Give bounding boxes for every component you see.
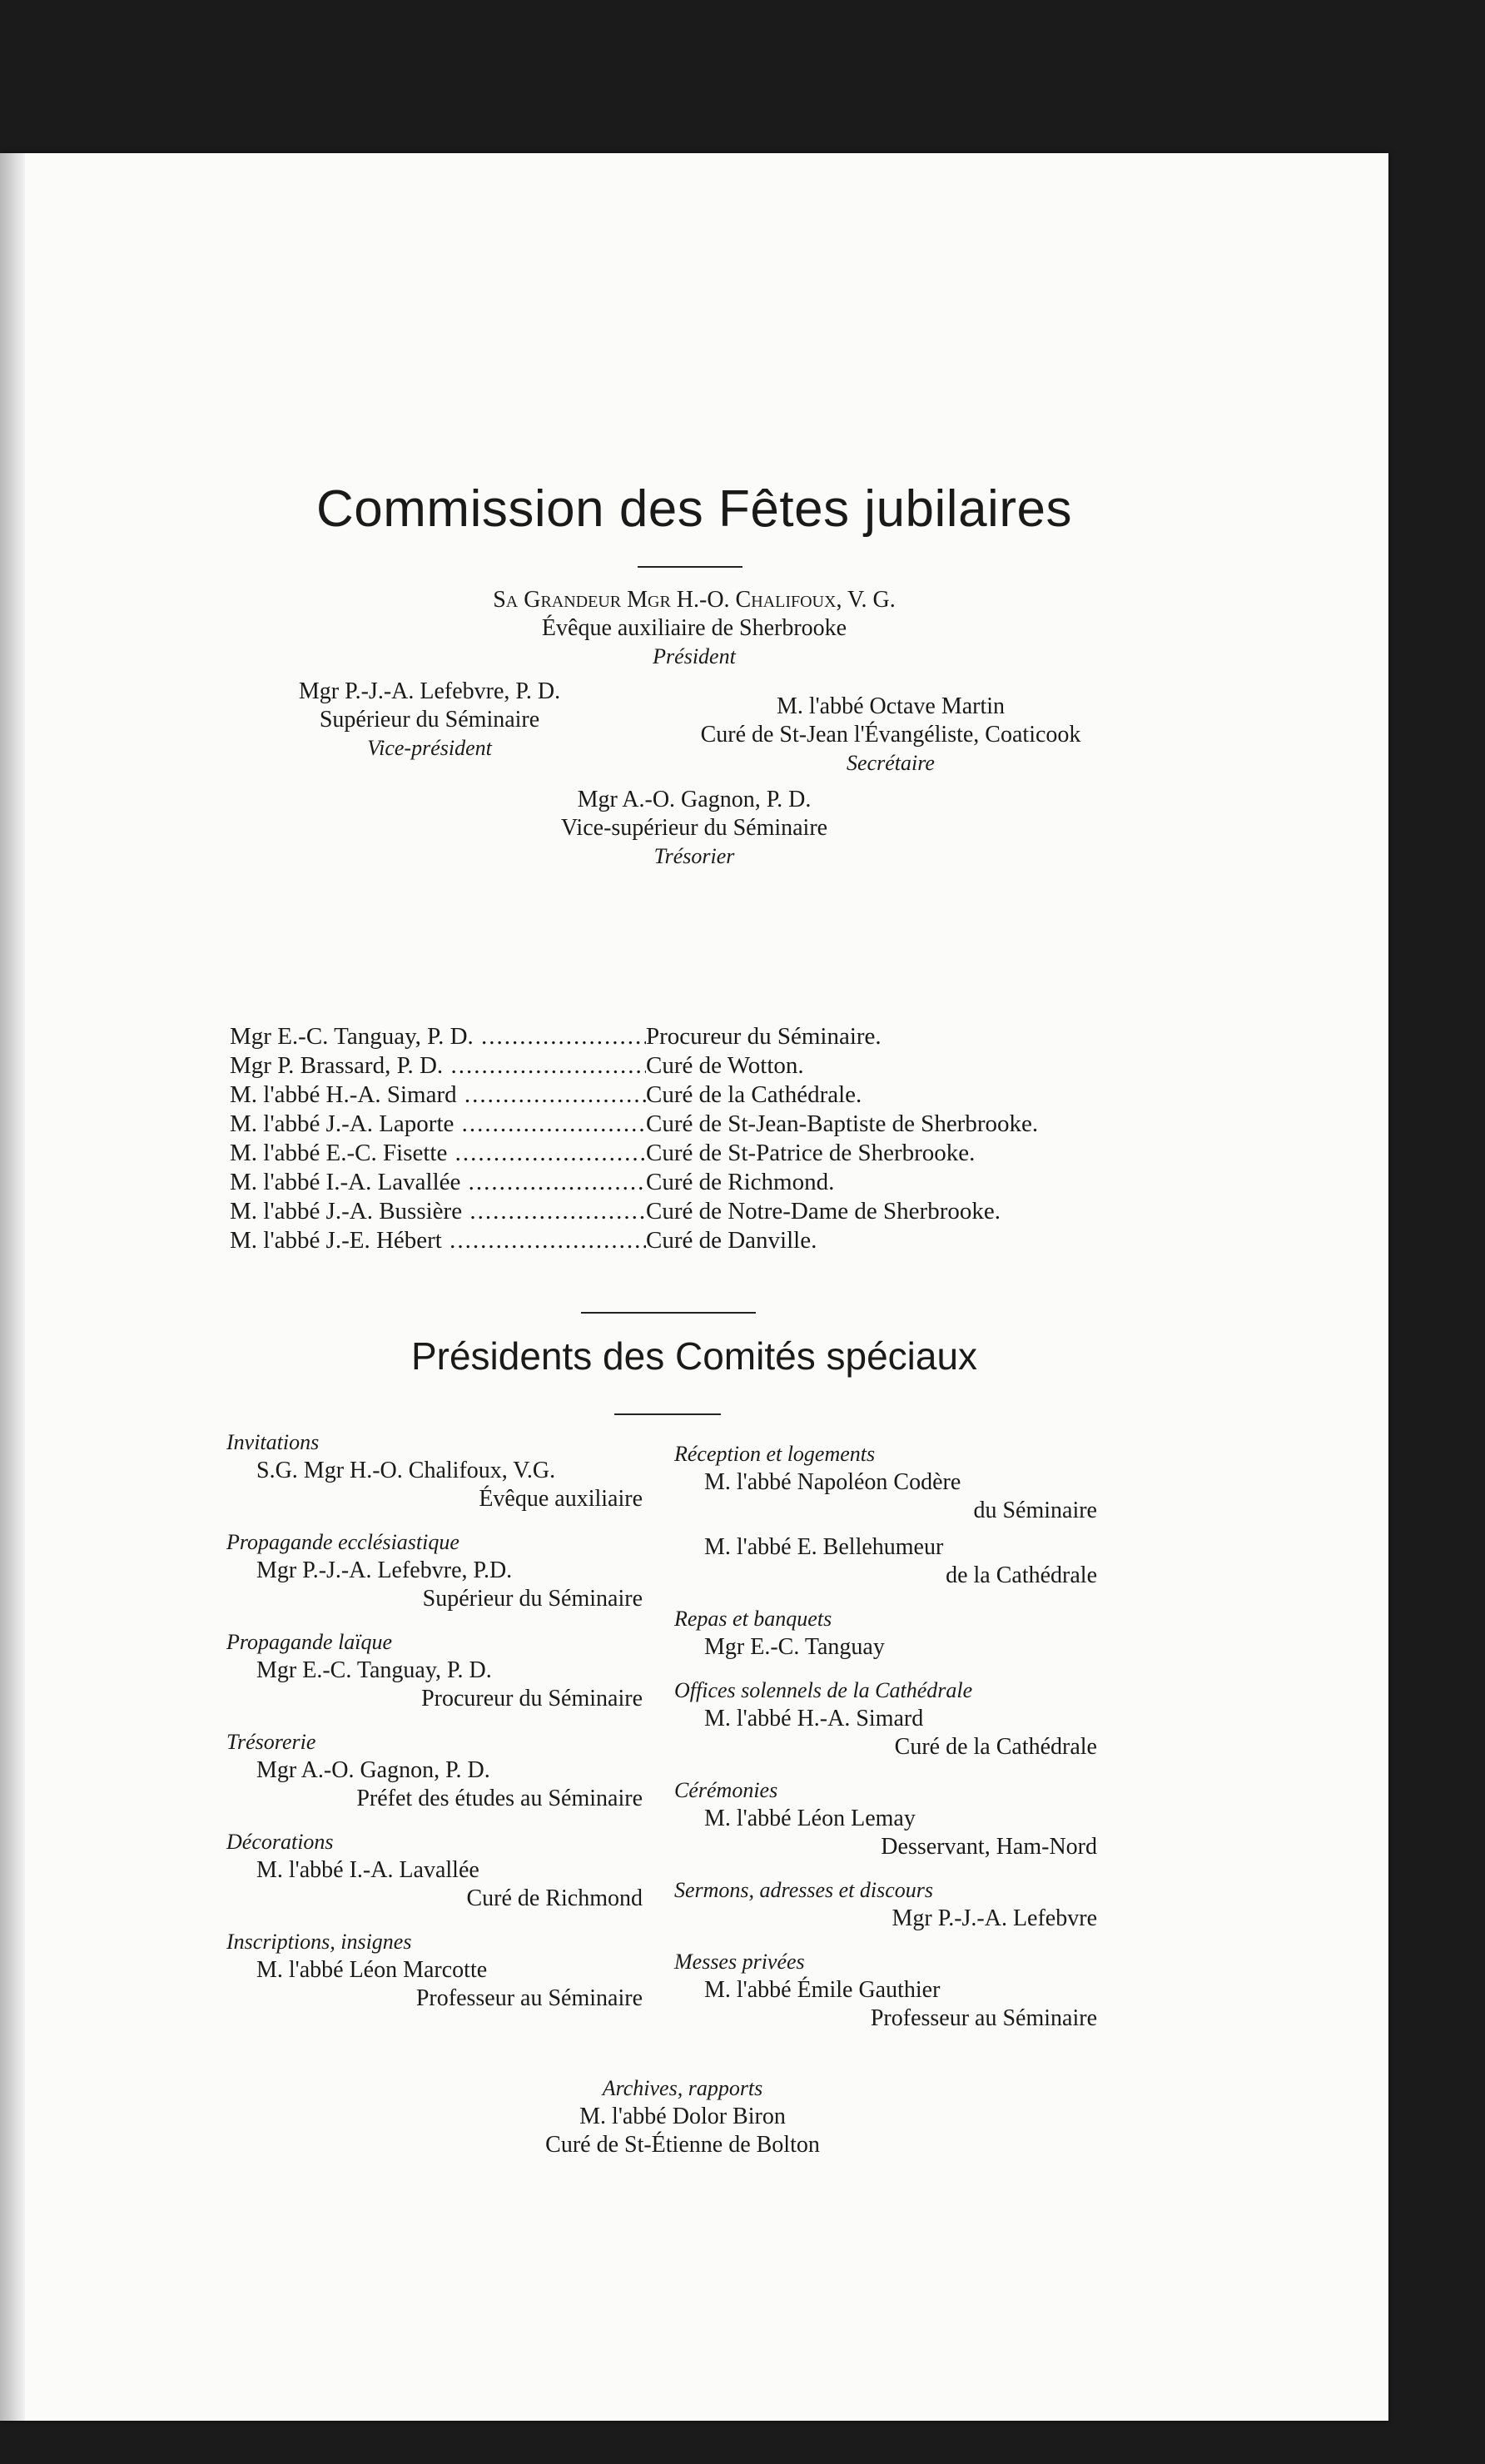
- archives-name: M. l'abbé Dolor Biron: [579, 2104, 786, 2129]
- secretary-block: [658, 693, 1124, 777]
- archives-category: Archives, rapports: [602, 2076, 763, 2100]
- members-list: [230, 1022, 1038, 1255]
- document-page: [0, 153, 1388, 2421]
- treasurer-block: [0, 786, 1388, 871]
- president-title: Évêque auxiliaire de Sherbrooke: [541, 615, 847, 641]
- committee-entry: Propagande ecclésiastique Mgr P.-J.-A. Lefebvre, P.D. Supérieur du Séminaire: [226, 1530, 643, 1612]
- president-name: Sa Grandeur Mgr H.-O. Chalifoux, V. G.: [493, 587, 896, 613]
- archives-block: [449, 2074, 916, 2159]
- committees-title-divider: [614, 1413, 721, 1415]
- president-block: [0, 586, 1388, 671]
- member-row: M. l'abbé J.-E. Hébert ..... Curé de Danville.: [230, 1226, 1038, 1255]
- member-row: M. l'abbé E.-C. Fisette ..... Curé de St-Patrice de Sherbrooke.: [230, 1139, 1038, 1168]
- committee-entry: Cérémonies M. l'abbé Léon Lemay Desservant, Ham-Nord: [674, 1778, 1097, 1860]
- committees-right-column: [674, 1440, 1097, 2048]
- archives-desc: Curé de St-Étienne de Bolton: [545, 2132, 820, 2158]
- member-row: Mgr E.-C. Tanguay, P. D. ..... Procureur du Séminaire.: [230, 1022, 1038, 1051]
- committee-entry: Décorations M. l'abbé I.-A. Lavallée Curé de Richmond: [226, 1830, 643, 1911]
- treasurer-title: Vice-supérieur du Séminaire: [560, 815, 828, 841]
- president-role: Président: [653, 644, 736, 668]
- member-row: M. l'abbé J.-A. Laporte ..... Curé de St-Jean-Baptiste de Sherbrooke.: [230, 1110, 1038, 1139]
- member-row: Mgr P. Brassard, P. D. ..... Curé de Wotton.: [230, 1051, 1038, 1080]
- treasurer-name: Mgr A.-O. Gagnon, P. D.: [577, 787, 812, 812]
- page-title: Commission des Fêtes jubilaires: [316, 480, 1072, 538]
- committee-entry: Trésorerie Mgr A.-O. Gagnon, P. D. Préfet des études au Séminaire: [226, 1730, 643, 1811]
- committee-entry: Réception et logements M. l'abbé Napoléon Codère du Séminaire M. l'abbé E. Bellehumeur de la Cathédrale: [674, 1442, 1097, 1588]
- committee-entry: Messes privées M. l'abbé Émile Gauthier Professeur au Séminaire: [674, 1950, 1097, 2031]
- committee-entry: Repas et banquets Mgr E.-C. Tanguay: [674, 1607, 885, 1660]
- secretary-title: Curé de St-Jean l'Évangéliste, Coaticook: [700, 722, 1081, 748]
- committees-title: Présidents des Comités spéciaux: [410, 1334, 978, 1378]
- title-divider: [638, 566, 742, 568]
- treasurer-role: Trésorier: [653, 844, 735, 868]
- member-row: M. l'abbé H.-A. Simard ..... Curé de la Cathédrale.: [230, 1080, 1038, 1110]
- member-row: M. l'abbé I.-A. Lavallée ..... Curé de Richmond.: [230, 1168, 1038, 1197]
- committee-entry: Inscriptions, insignes M. l'abbé Léon Marcotte Professeur au Séminaire: [226, 1930, 643, 2011]
- vice-president-role: Vice-président: [367, 736, 492, 760]
- committees-left-column: [226, 1428, 643, 2028]
- vice-president-block: [230, 678, 629, 763]
- vice-president-name: Mgr P.-J.-A. Lefebvre, P. D.: [298, 678, 561, 704]
- committee-entry: Propagande laïque Mgr E.-C. Tanguay, P. D. Procureur du Séminaire: [226, 1630, 643, 1711]
- vice-president-title: Supérieur du Séminaire: [319, 707, 540, 733]
- committee-entry: Invitations S.G. Mgr H.-O. Chalifoux, V.G. Évêque auxiliaire: [226, 1430, 643, 1512]
- member-row: M. l'abbé J.-A. Bussière ..... Curé de Notre-Dame de Sherbrooke.: [230, 1197, 1038, 1226]
- secretary-name: M. l'abbé Octave Martin: [776, 693, 1006, 719]
- secretary-role: Secrétaire: [847, 751, 935, 775]
- committee-entry: Offices solennels de la Cathédrale M. l'abbé H.-A. Simard Curé de la Cathédrale: [674, 1678, 1097, 1760]
- section-divider: [581, 1312, 756, 1314]
- committee-entry: Sermons, adresses et discours Mgr P.-J.-A. Lefebvre: [674, 1878, 1097, 1931]
